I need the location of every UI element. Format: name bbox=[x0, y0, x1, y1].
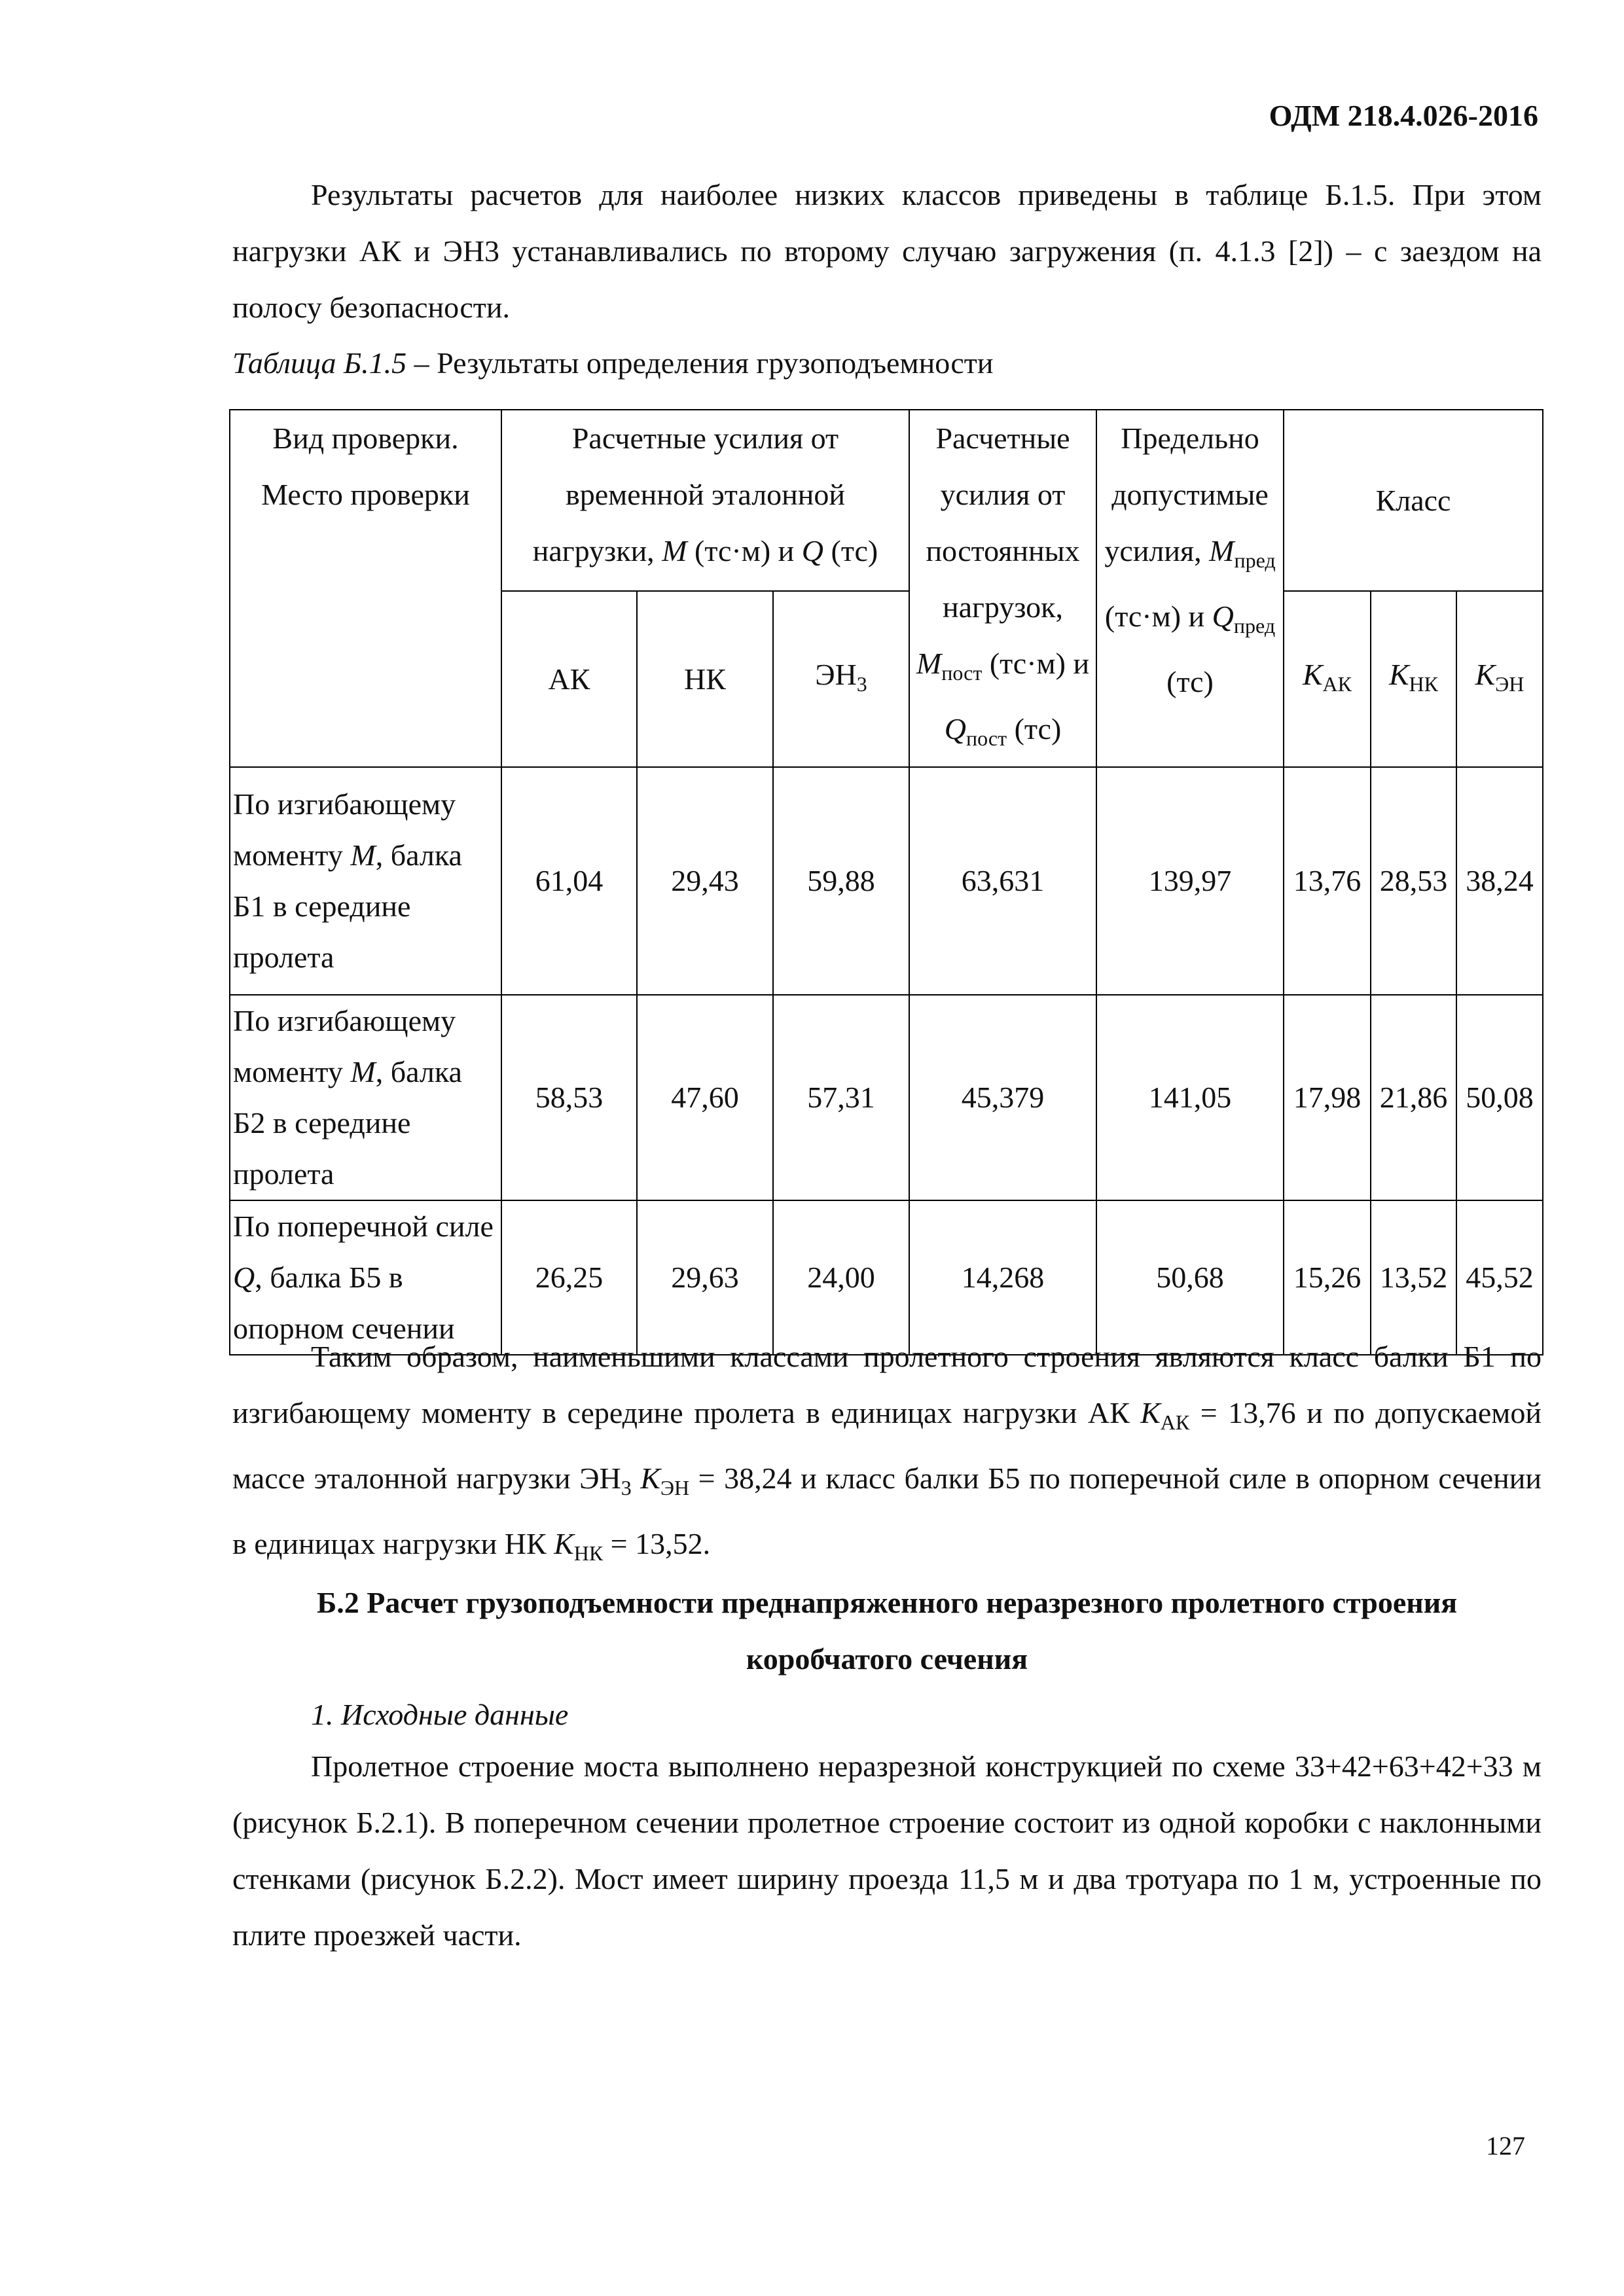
cell-nk: 29,43 bbox=[637, 767, 773, 995]
header-k-ak: $К_{АК}$ bbox=[1284, 591, 1371, 767]
caption-text: – Результаты определения грузоподъемности bbox=[406, 346, 994, 380]
row-check: По поперечной силе Q, балка Б5 в опорном сечении bbox=[230, 1200, 501, 1355]
cell-ak: 58,53 bbox=[501, 995, 637, 1200]
cell-k-ak: 17,98 bbox=[1284, 995, 1371, 1200]
cell-k-en: 50,08 bbox=[1456, 995, 1543, 1200]
body-paragraph: Пролетное строение моста выполнено неразрезной конструкцией по схеме 33+42+63+42+33 м (рисунок Б.2.1). В поперечном сечении пролетное строение состоит из одной коробки с наклонными стенками (рисунок Б.2.2). Мост имеет ширину проезда 11,5 м и два тротуара по 1 м, устроенные по плите проезжей части. bbox=[232, 1749, 1542, 1952]
document-code: ОДМ 218.4.026-2016 bbox=[1269, 99, 1538, 132]
intro-paragraph: Результаты расчетов для наиболее низких классов приведены в таблице Б.1.5. При этом нагрузки АК и ЭН3 устанавливались по второму случаю загружения (п. 4.1.3 [2]) – с заездом на полосу безопасности. bbox=[232, 178, 1542, 324]
header-ak: АК bbox=[501, 591, 637, 767]
cell-const: 14,268 bbox=[909, 1200, 1096, 1355]
cell-limit: 50,68 bbox=[1096, 1200, 1284, 1355]
cell-ak: 61,04 bbox=[501, 767, 637, 995]
cell-limit: 141,05 bbox=[1096, 995, 1284, 1200]
row-check: По изгибающему моменту М, балка Б1 в середине пролета bbox=[230, 767, 501, 995]
header-k-nk: $К_{НК}$ bbox=[1371, 591, 1456, 767]
caption-label: Таблица Б.1.5 bbox=[232, 346, 407, 380]
cell-en: 57,31 bbox=[773, 995, 909, 1200]
header-en3: $ЭН_3$ bbox=[773, 591, 909, 767]
page-number: 127 bbox=[1486, 2131, 1525, 2161]
header-k-en: $К_{ЭН}$ bbox=[1456, 591, 1543, 767]
header-check: Вид проверки. Место проверки bbox=[230, 410, 501, 767]
section-heading: Б.2 Расчет грузоподъемности преднапряженного неразрезного пролетного строения коробчатого сечения bbox=[316, 1586, 1458, 1676]
cell-en: 24,00 bbox=[773, 1200, 909, 1355]
cell-k-ak: 15,26 bbox=[1284, 1200, 1371, 1355]
cell-nk: 29,63 bbox=[637, 1200, 773, 1355]
cell-en: 59,88 bbox=[773, 767, 909, 995]
cell-k-nk: 28,53 bbox=[1371, 767, 1456, 995]
cell-const: 63,631 bbox=[909, 767, 1096, 995]
cell-k-en: 38,24 bbox=[1456, 767, 1543, 995]
table-row bbox=[230, 995, 1543, 1200]
cell-ak: 26,25 bbox=[501, 1200, 637, 1355]
cell-const: 45,379 bbox=[909, 995, 1096, 1200]
cell-k-en: 45,52 bbox=[1456, 1200, 1543, 1355]
table-caption bbox=[232, 346, 993, 380]
cell-k-nk: 13,52 bbox=[1371, 1200, 1456, 1355]
row-check: По изгибающему моменту М, балка Б2 в середине пролета bbox=[230, 995, 501, 1200]
header-const-loads: Расчетные усилия от постоянных нагрузок, $М_{пост}$ (тс·м) и $Q_{пост}$ (тс) bbox=[909, 410, 1096, 767]
cell-k-ak: 13,76 bbox=[1284, 767, 1371, 995]
conclusion-paragraph: Таким образом, наименьшими классами пролетного строения являются класс балки Б1 по изгибающему моменту в середине пролета в единицах нагрузки АК $К_{АК} = 13,76$ и по допускаемой массе эталонной нагрузки $ЭН_3$ $К_{ЭН} = 38,24$ и класс балки Б5 по поперечной силе в опорном сечении в единицах нагрузки НК $К_{НК} = 13,52$. bbox=[232, 1340, 1542, 1566]
cell-nk: 47,60 bbox=[637, 995, 773, 1200]
table-row bbox=[230, 767, 1543, 995]
cell-limit: 139,97 bbox=[1096, 767, 1284, 995]
results-table bbox=[229, 409, 1543, 1355]
header-temp-loads: Расчетные усилия от временной эталонной нагрузки, М (тс·м) и Q (тс) bbox=[501, 410, 909, 591]
cell-k-nk: 21,86 bbox=[1371, 995, 1456, 1200]
sub-heading: 1. Исходные данные bbox=[311, 1698, 569, 1731]
header-class: Класс bbox=[1284, 410, 1543, 591]
header-limit-loads: Предельно допустимые усилия, $М_{пред}$ (тс·м) и $Q_{пред}$ (тс) bbox=[1096, 410, 1284, 767]
header-nk: НК bbox=[637, 591, 773, 767]
